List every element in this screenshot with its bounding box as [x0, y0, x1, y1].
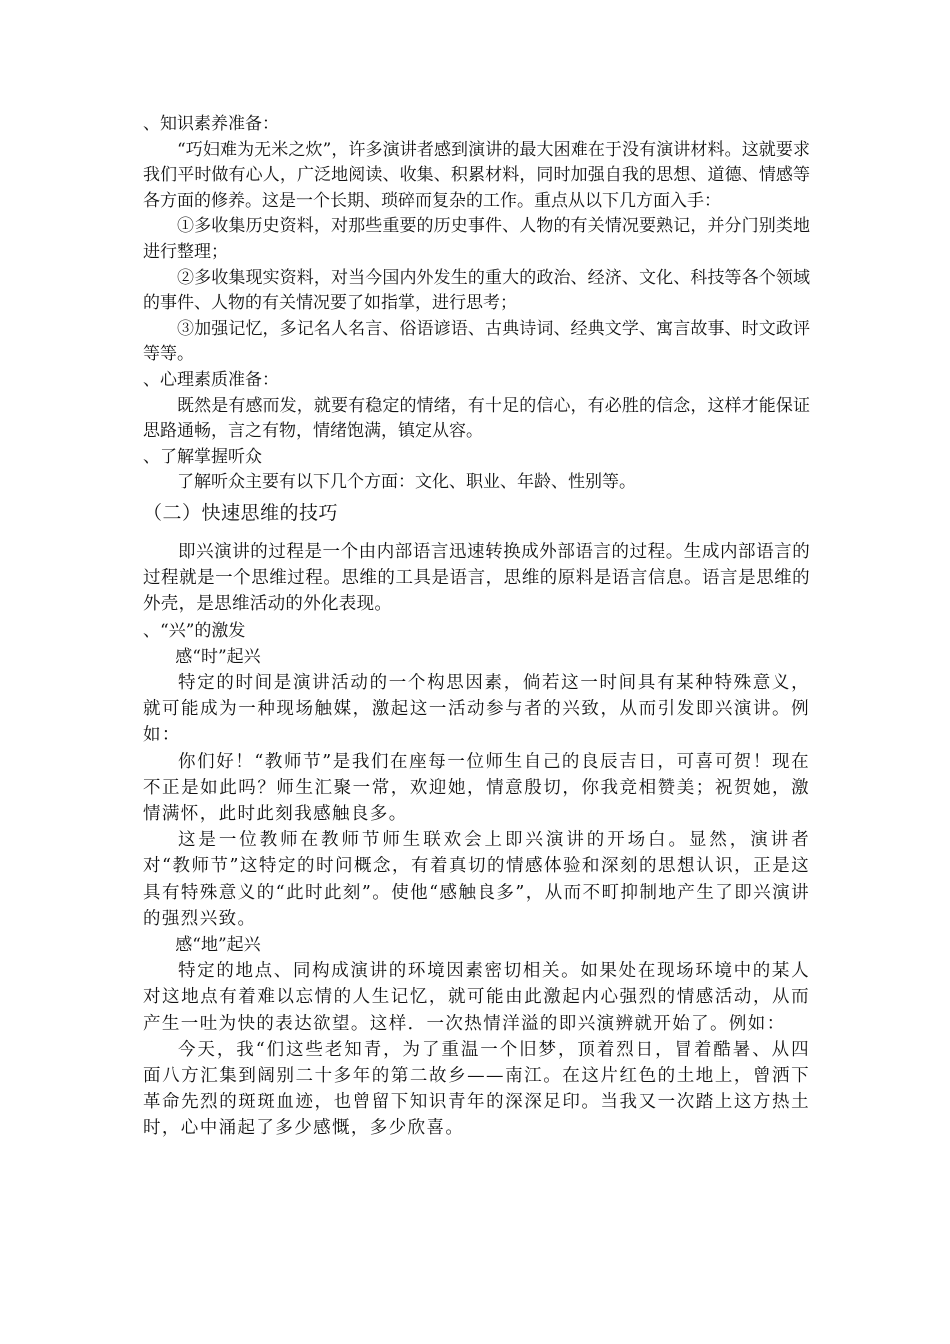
- subheading-time: 感“时”起兴: [175, 646, 261, 667]
- list-item-memory: ③加强记忆，多记名人名言、俗语谚语、古典诗词、经典文学、寓言故事、时文政评等等。: [143, 318, 810, 365]
- section-thinking: [143, 539, 810, 1142]
- subheading-place: 感“地”起兴: [175, 934, 261, 955]
- paragraph-time: 特定的时间是演讲活动的一个构思因素，倘若这一时间具有某种特殊意义，就可能成为一种现场触媒，激起这一活动参与者的兴致，从而引发即兴演讲。例如：: [143, 672, 810, 746]
- section-heading-thinking: （二）快速思维的技巧: [143, 501, 339, 524]
- list-item-reality: ②多收集现实资料，对当今国内外发生的重大的政治、经济、文化、科技等各个领域的事件、人物的有关情况要了如指掌，进行思考；: [143, 267, 810, 314]
- paragraph-knowledge: “巧妇难为无米之炊”，许多演讲者感到演讲的最大困难在于没有演讲材料。这就要求我们平时做有心人，广泛地阅读、收集、积累材料，同时加强自我的思想、道德、情感等各方面的修养。这是一个长期、琐碎而复杂的工作。重点从以下几方面入手：: [143, 139, 810, 211]
- paragraph-example-nanjiang: 今天，我“们这些老知青，为了重温一个旧梦，顶着烈日，冒着酷暑、从四面八方汇集到阔别二十多年的第二故乡——南江。在这片红色的土地上，曾洒下革命先烈的斑斑血迹，也曾留下知识青年的深深足印。当我又一次踏上这方热土时，心中涌起了多少感慨，多少欣喜。: [143, 1039, 810, 1139]
- paragraph-place: 特定的地点、同构成演讲的环境因素密切相关。如果处在现场环境中的某人对这地点有着难以忘情的人生记忆，就可能由此激起内心强烈的情感活动，从而产生一吐为快的表达欲望。这样．一次热情洋溢的即兴演辨就开始了。例如：: [143, 961, 810, 1034]
- paragraph-psychology: 既然是有感而发，就要有稳定的情绪，有十足的信心，有必胜的信念，这样才能保证思路通畅，言之有物，情绪饱满，镇定从容。: [143, 395, 810, 442]
- paragraph-intro: 即兴演讲的过程是一个由内部语言迅速转换成外部语言的过程。生成内部语言的过程就是一个思维过程。思维的工具是语言，思维的原料是语言信息。语言是思维的外壳，是思维活动的外化表现。: [143, 541, 810, 615]
- subheading-inspiration: 、“兴”的激发: [143, 620, 246, 641]
- list-item-history: ①多收集历史资料，对那些重要的历史事件、人物的有关情况要熟记，并分门别类地进行整理；: [143, 216, 810, 262]
- subheading-knowledge: 、知识素养准备：: [143, 114, 279, 134]
- paragraph-audience: 了解听众主要有以下几个方面：文化、职业、年龄、性别等。: [177, 472, 636, 493]
- document-page: [143, 112, 810, 1142]
- subheading-psychology: 、心理素质准备：: [143, 369, 279, 390]
- paragraph-example-teacher: 你们好！“教师节”是我们在座每一位师生自己的良辰吉日，可喜可贺！现在不正是如此吗？师生汇聚一常，欢迎她，情意殷切，你我竞相赞美；祝贺她，激情满怀，此时此刻我感触良多。: [143, 751, 810, 824]
- paragraph-analysis: 这是一位教师在教师节师生联欢会上即兴演讲的开场白。显然，演讲者对“教师节”这特定的时问概念，有着真切的情感体验和深刻的思想认识，正是这具有特殊意义的“此时此刻”。使他“感触良多”，从而不町抑制地产生了即兴演讲的强烈兴致。: [143, 830, 810, 929]
- section-preparation: [143, 112, 810, 496]
- subheading-audience: 、了解掌握听众: [143, 446, 262, 467]
